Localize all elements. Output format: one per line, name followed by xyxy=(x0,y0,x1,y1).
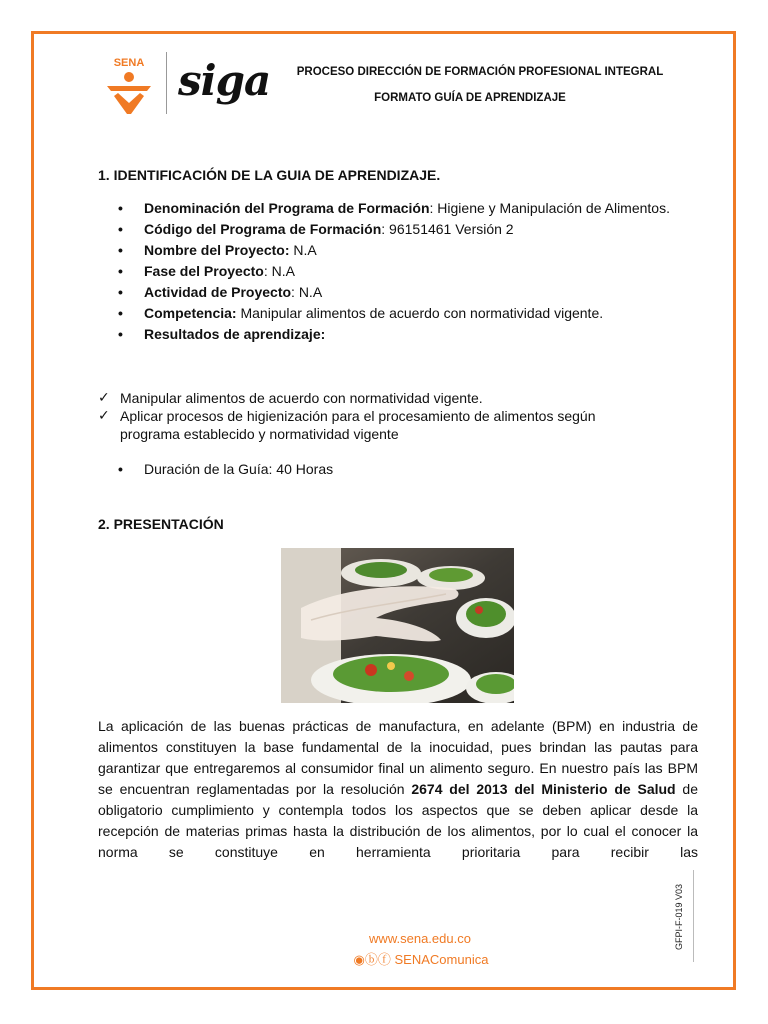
siga-logo: siga xyxy=(178,56,271,105)
food-handling-photo xyxy=(281,548,514,703)
list-item: • Resultados de aprendizaje: xyxy=(118,324,698,345)
footer-website[interactable]: www.sena.edu.co xyxy=(369,931,471,946)
presentation-paragraph: La aplicación de las buenas prácticas de manufactura, en adelante (BPM) en industria de alimentos constituyen la base fundamental de la inocuidad, pues brindan las pautas para garantizar que entregaremos al consumidor final un alimento seguro. En nuestro país las BPM se encuentran reglamentadas por la resolución 2674 del 2013 del Ministerio de Salud de obligatorio cumplimiento y contempla todos los aspectos que se deben aplicar desde la recepción de materias primas hasta la distribución de los alimentos, por lo cual el conocer la norma se constituye en herramienta prioritaria para recibir las xyxy=(98,718,699,860)
header-format: FORMATO GUÍA DE APRENDIZAJE xyxy=(374,92,566,104)
svg-text:GFPI-F-019 V03: GFPI-F-019 V03 xyxy=(674,883,684,950)
check-item: ✓ Manipular alimentos de acuerdo con normatividad vigente. xyxy=(98,389,658,407)
list-item: • Fase del Proyecto: N.A xyxy=(118,261,698,282)
sena-logo xyxy=(103,56,155,116)
form-code xyxy=(667,872,689,952)
check-item: ✓ Aplicar procesos de higienización para el procesamiento de alimentos según programa establecido y normatividad vigente xyxy=(98,407,658,443)
footer-separator xyxy=(693,870,694,962)
list-item: • Nombre del Proyecto: N.A xyxy=(118,240,698,261)
list-item: • Actividad de Proyecto: N.A xyxy=(118,282,698,303)
section2-title: 2. PRESENTACIÓN xyxy=(98,516,224,532)
list-item: • Código del Programa de Formación: 96151461 Versión 2 xyxy=(118,219,698,240)
svg-text:SENA: SENA xyxy=(113,57,145,69)
list-item: • Denominación del Programa de Formación: Higiene y Manipulación de Alimentos. xyxy=(118,198,698,219)
section1-title: 1. IDENTIFICACIÓN DE LA GUIA DE APRENDIZAJE. xyxy=(98,167,441,183)
header-process: PROCESO DIRECCIÓN DE FORMACIÓN PROFESIONAL INTEGRAL xyxy=(296,66,664,78)
learning-results-list xyxy=(98,389,658,443)
logo-separator xyxy=(166,52,167,114)
social-icons: ◉ⓑⓕ xyxy=(353,952,395,967)
list-item: • Competencia: Manipular alimentos de acuerdo con normatividad vigente. xyxy=(118,303,698,324)
footer-social[interactable] xyxy=(326,949,516,968)
identification-list xyxy=(118,198,698,345)
footer-social-handle: SENAComunica xyxy=(394,952,489,967)
guide-duration: • Duración de la Guía: 40 Horas xyxy=(118,461,333,477)
